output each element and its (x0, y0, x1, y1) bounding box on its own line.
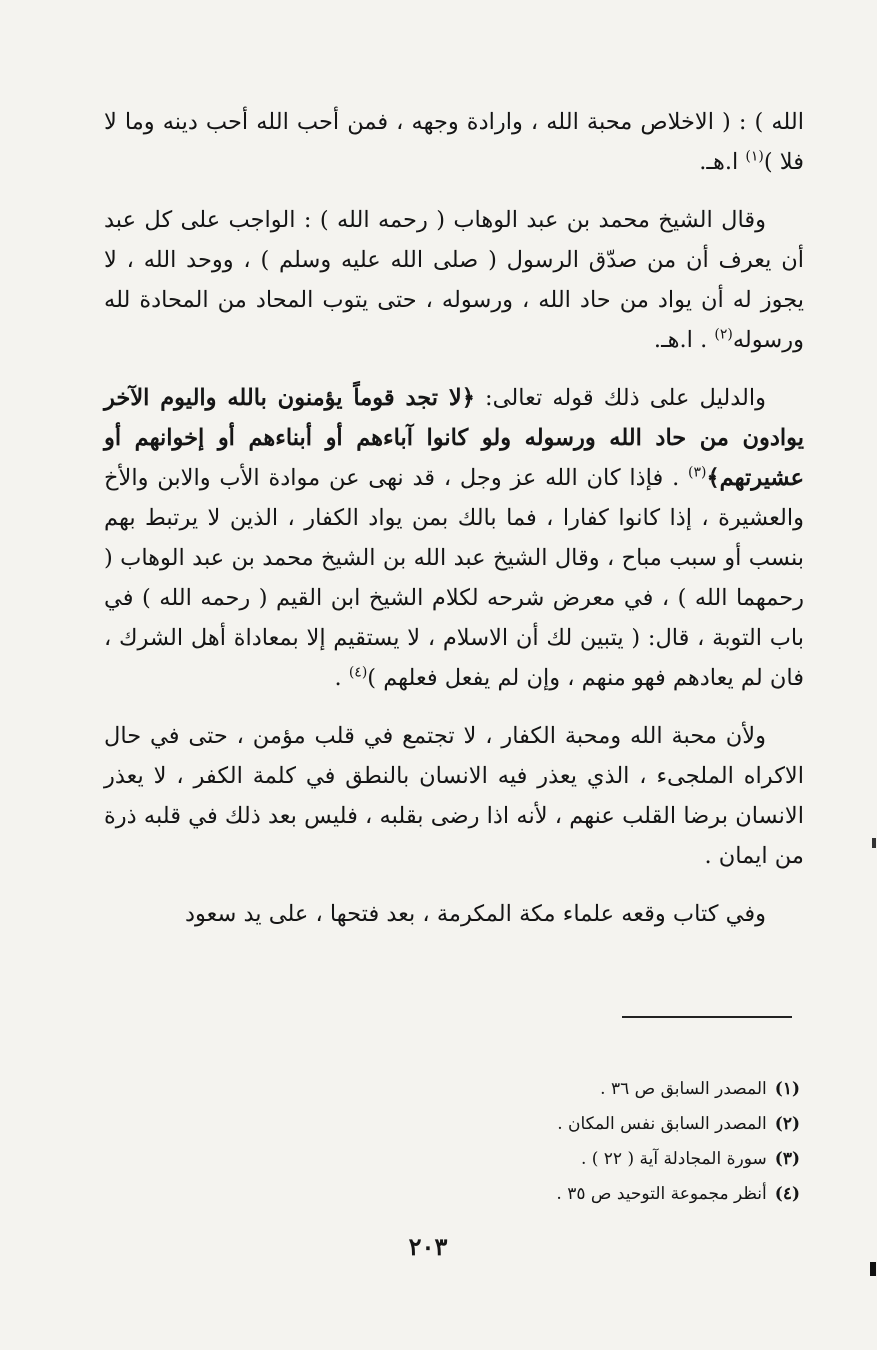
footnote-ref-4: (٤) (348, 664, 368, 681)
page-number: ٢٠٣ (408, 1232, 448, 1261)
footnote-1-number: (١) (774, 1079, 800, 1099)
footnote-4-number: (٤) (774, 1184, 800, 1204)
footnote-ref-2: (٢) (714, 326, 733, 343)
quran-verse: ﴿لا تجد قوماً يؤمنون بالله واليوم الآخر يوادون من حاد الله ورسوله ولو كانوا آباءهم أو أبناءهم أو إخوانهم أو عشيرتهم﴾ (104, 385, 804, 491)
footnote-2-text: المصدر السابق نفس المكان . (557, 1114, 767, 1134)
scan-mark (870, 1262, 876, 1276)
paragraph-3 (104, 378, 804, 698)
footnote-2-number: (٢) (774, 1114, 800, 1134)
footnote-1 (330, 1072, 800, 1107)
paragraph-2 (104, 200, 804, 360)
footnote-ref-3: (٣) (688, 464, 707, 481)
footnote-ref-1: (١) (745, 148, 764, 165)
footnote-divider (622, 1016, 792, 1018)
paragraph-3-intro: والدليل على ذلك قوله تعالى: (474, 385, 766, 411)
footnote-4 (330, 1177, 800, 1212)
paragraph-3-text: . فإذا كان الله عز وجل ، قد نهى عن موادة الأب والابن والأخ والعشيرة ، إذا كانوا كفارا ، فما بالك بمن يواد الكفار ، الذين لا يرتبط بهم بنسب أو سبب مباح ، وقال الشيخ عبد الله بن الشيخ محمد بن عبد الوهاب ( رحمهما الله ) ، في معرض شرحه لكلام الشيخ ابن القيم ( رحمه الله ) في باب التوبة ، قال: ( يتبين لك أن الاسلام ، لا يستقيم إلا بمعاداة أهل الشرك ، فان لم يعادهم فهو منهم ، وإن لم يفعل فعلهم ) (104, 465, 804, 691)
paragraph-2-text: وقال الشيخ محمد بن عبد الوهاب ( رحمه الله ) : الواجب على كل عبد أن يعرف أن من صدّق الرسول ( صلى الله عليه وسلم ) ، ووحد الله ، لا يجوز له أن يواد من حاد الله ، ورسوله ، حتى يتوب المحاد من المحادة لله ورسوله (104, 207, 804, 353)
footnote-3-text: سورة المجادلة آية ( ٢٢ ) . (580, 1149, 767, 1169)
paragraph-2-tail: . ا.هـ. (653, 327, 715, 353)
paragraph-4 (104, 716, 804, 876)
paragraph-3-tail: . (334, 665, 349, 691)
footnote-1-text: المصدر السابق ص ٣٦ . (600, 1079, 767, 1099)
paragraph-1-tail: ا.هـ. (699, 149, 746, 175)
paragraph-1-text: الله ) : ( الاخلاص محبة الله ، وارادة وجهه ، فمن أحب الله أحب دينه وما لا فلا ) (104, 109, 804, 175)
footnote-3-number: (٣) (774, 1149, 800, 1169)
paragraph-5 (104, 894, 804, 934)
footnote-3 (330, 1142, 800, 1177)
footnote-2 (330, 1107, 800, 1142)
footnotes (330, 1072, 800, 1212)
paragraph-1 (104, 102, 804, 182)
scan-mark (872, 838, 876, 848)
paragraph-4-text: ولأن محبة الله ومحبة الكفار ، لا تجتمع في قلب مؤمن ، حتى في حال الاكراه الملجىء ، الذي يعذر فيه الانسان بالنطق في كلمة الكفر ، لا يعذر الانسان برضا القلب عنهم ، لأنه اذا رضى بقلبه ، فليس بعد ذلك في قلبه ذرة من ايمان . (104, 723, 804, 869)
paragraph-5-text: وفي كتاب وقعه علماء مكة المكرمة ، بعد فتحها ، على يد سعود (184, 901, 766, 927)
body-text (104, 102, 804, 952)
footnote-4-text: أنظر مجموعة التوحيد ص ٣٥ . (556, 1184, 767, 1204)
